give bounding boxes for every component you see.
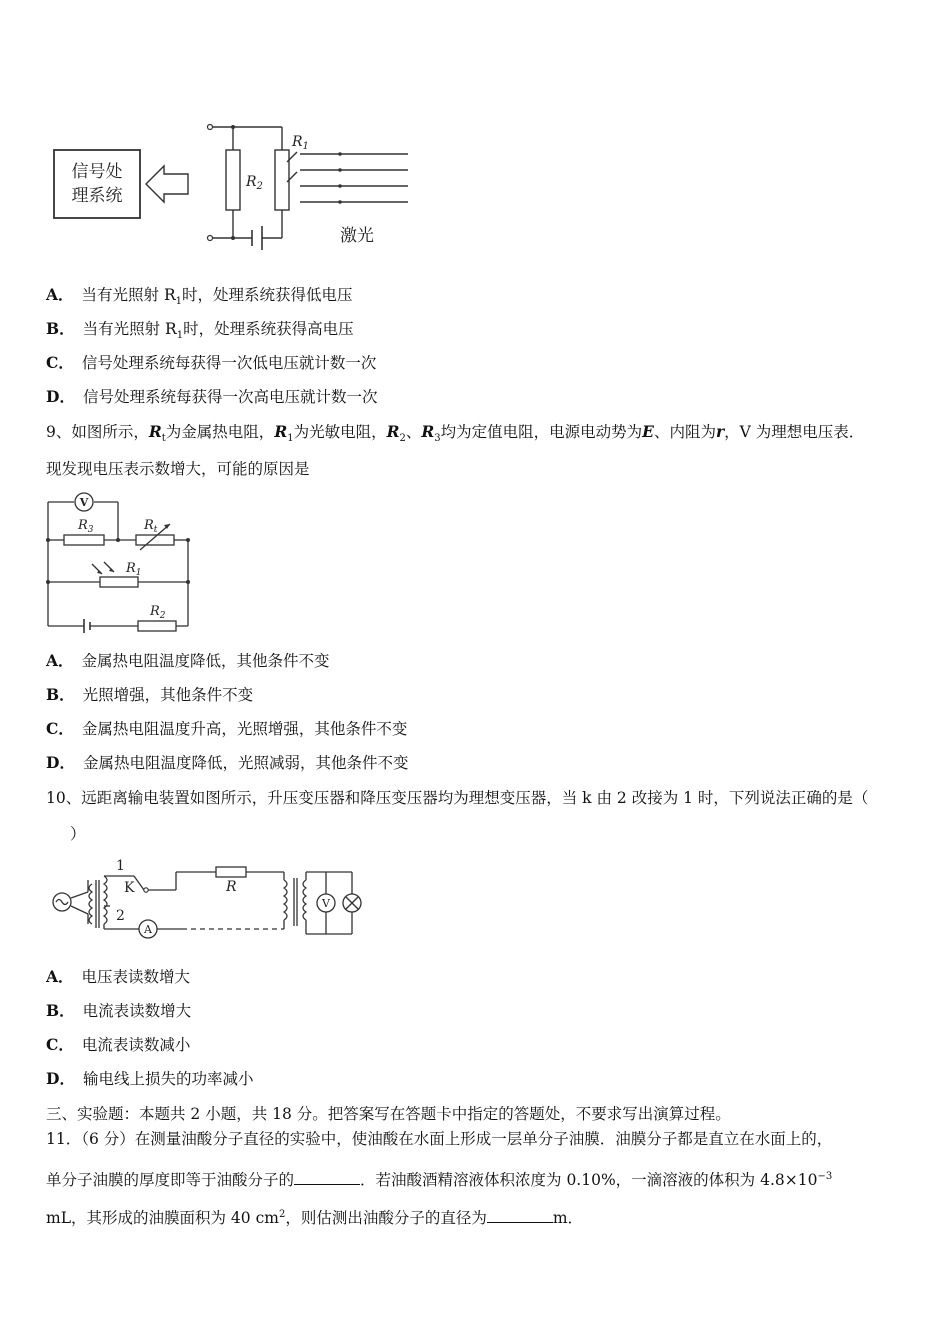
q9-circuit-figure — [40, 488, 200, 636]
r1-photoresistor — [100, 577, 138, 587]
r2-resistor — [138, 621, 176, 631]
svg-text:R1 — [125, 561, 142, 578]
q10-option-c: C． 电流表读数减小 — [46, 1035, 191, 1054]
tap-2-label: 2 — [116, 908, 125, 924]
r2-resistor — [226, 150, 240, 210]
voltmeter-label: V — [322, 897, 330, 910]
svg-text:R1 — [291, 134, 309, 152]
q8-option-c: C． 信号处理系统每获得一次低电压就计数一次 — [46, 353, 377, 372]
q8-option-d: D． 信号处理系统每获得一次高电压就计数一次 — [46, 387, 378, 406]
r1-photoresistor — [275, 150, 289, 210]
q11-line3: mL，其形成的油膜面积为 40 $cm^2$，则估测出油酸分子的直径为 m． — [46, 1209, 584, 1228]
r2-label: R — [150, 604, 160, 619]
r1-label-sub: 1 — [302, 141, 309, 152]
voltmeter-label: V — [79, 496, 89, 509]
box-label-line1: 信号处 — [71, 162, 123, 182]
switch-k-label: K — [124, 880, 135, 896]
r3-resistor — [64, 535, 104, 545]
q10-option-d: D． 输电线上损失的功率减小 — [46, 1069, 254, 1088]
signal-processing-box — [54, 150, 140, 218]
r1-label-sub: 1 — [135, 568, 142, 578]
r3-label-sub: 3 — [87, 525, 94, 535]
q10-option-b: B． 电流表读数增大 — [46, 1001, 192, 1020]
laser-label: 激光 — [340, 226, 374, 246]
ammeter-label: A — [144, 923, 152, 936]
q8-option-a: A． 当有光照射 $R_1$时，处理系统获得低电压 — [46, 285, 353, 308]
box-label-line2: 理系统 — [71, 186, 123, 206]
q11-line2: 单分子油膜的厚度即等于油酸分子的 ．若油酸酒精溶液体积浓度为 0.10%，一滴溶液的体积为 $4.8\times 10^{-3}$ — [46, 1171, 833, 1190]
r1-label: R — [292, 134, 303, 150]
q10-option-a: A． 电压表读数增大 — [46, 967, 191, 986]
r3-label: R — [78, 518, 88, 533]
q9-option-d: D． 金属热电阻温度降低，光照减弱，其他条件不变 — [46, 753, 409, 772]
q11-line1: 11．（6 分）在测量油酸分子直径的实验中，使油酸在水面上形成一层单分子油膜．油膜分子都是直立在水面上的， — [46, 1130, 833, 1148]
answer-blank-2[interactable] — [487, 1208, 553, 1223]
section-3-heading: 三、实验题：本题共 2 小题，共 18 分。把答案写在答题卡中指定的答题处，不要求写出演算过程。 — [46, 1105, 731, 1123]
r2-label-sub: 2 — [159, 611, 166, 621]
rt-label-sub: t — [153, 525, 158, 535]
power-transmission-figure — [44, 852, 374, 948]
svg-text:R2 — [245, 174, 263, 192]
q8-option-b: B． 当有光照射 $R_1$时，处理系统获得高电压 — [46, 319, 354, 342]
q9-stem-line2: 现发现电压表示数增大，可能的原因是 — [46, 460, 310, 478]
q9-stem-line1: 9、如图所示，$R_t$为金属热电阻，$R_1$为光敏电阻，$R_2$、$R_3$均为定值电阻，电源电动势为E、内阻为r，V 为理想电压表． — [46, 422, 865, 445]
photo-sensor-circuit-figure — [40, 110, 420, 260]
q9-option-c: C． 金属热电阻温度升高，光照增强，其他条件不变 — [46, 719, 408, 738]
transmission-resistor — [216, 867, 246, 877]
r1-label: R — [126, 561, 136, 576]
q9-option-b: B． 光照增强，其他条件不变 — [46, 685, 254, 704]
tap-1-label: 1 — [116, 858, 125, 874]
answer-blank-1[interactable] — [294, 1170, 360, 1185]
resistor-r-label: R — [226, 879, 237, 895]
svg-text:R3 — [77, 518, 94, 535]
q10-stem-line1: 10、远距离输电装置如图所示，升压变压器和降压变压器均为理想变压器，当 k 由 2 改接为 1 时，下列说法正确的是（ — [46, 789, 869, 807]
q9-option-a: A． 金属热电阻温度降低，其他条件不变 — [46, 651, 330, 670]
svg-text:Rt — [143, 518, 158, 535]
r2-label-sub: 2 — [256, 181, 263, 192]
q10-stem-line2: ） — [70, 825, 86, 843]
rt-label: R — [144, 518, 154, 533]
r2-label: R — [246, 174, 257, 190]
svg-text:R2 — [149, 604, 166, 621]
hollow-arrow-icon — [146, 166, 188, 202]
